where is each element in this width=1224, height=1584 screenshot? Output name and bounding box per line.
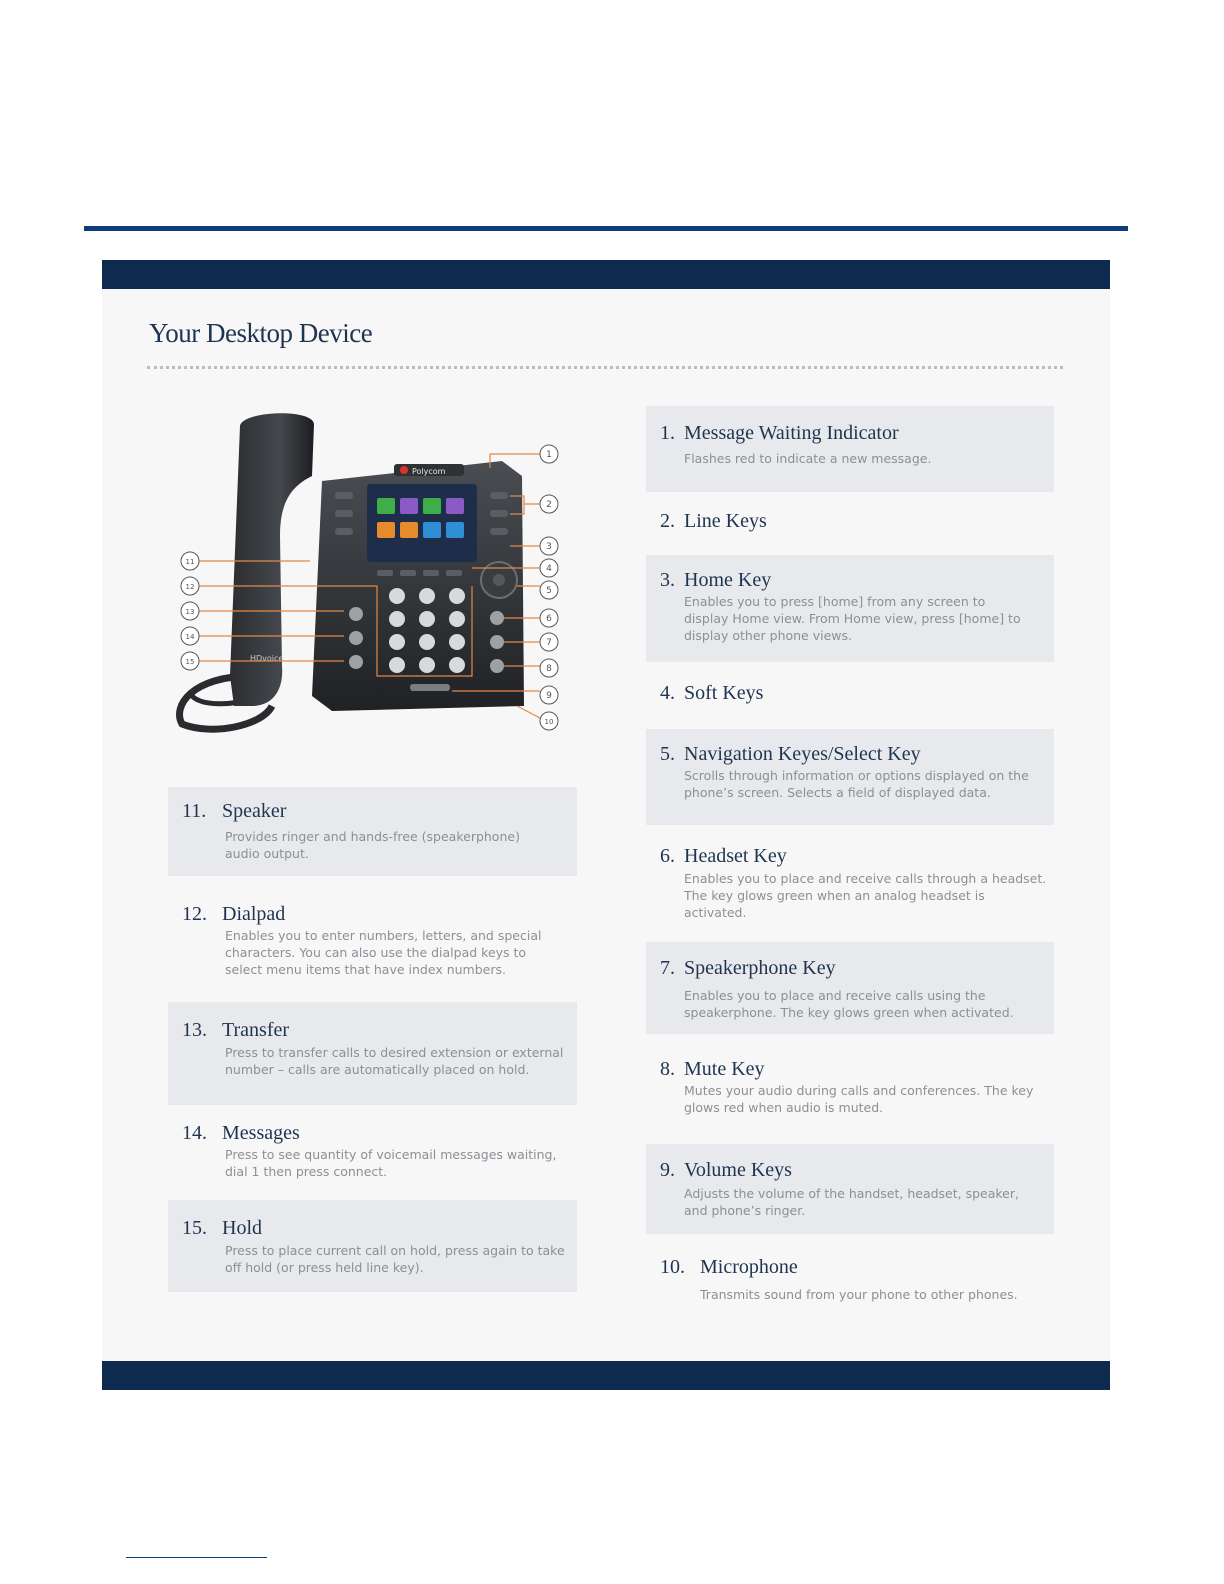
item-description: Adjusts the volume of the handset, headset, speaker, and phone’s ringer. [684, 1186, 1019, 1218]
svg-text:14: 14 [185, 633, 195, 641]
callout-12 [181, 577, 199, 595]
footer-rule [126, 1557, 267, 1558]
callout-5 [540, 581, 558, 599]
item-title: Message Waiting Indicator [684, 422, 899, 444]
item-speakerphone-key [646, 942, 1054, 1034]
handset-label: HDvoice [250, 654, 284, 663]
callout-7 [540, 633, 558, 651]
item-number: 5. [660, 743, 675, 765]
item-title: Microphone [700, 1256, 798, 1278]
desk-phone-illustration [172, 406, 572, 736]
item-dialpad [168, 887, 577, 987]
svg-text:12: 12 [185, 583, 195, 591]
header-rule [84, 226, 1128, 231]
item-description: Enables you to press [home] from any screen to display Home view. From Home view, press [home] to display other phone views. [684, 594, 1021, 643]
item-description: Mutes your audio during calls and conferences. The key glows red when audio is muted. [684, 1083, 1034, 1115]
svg-text:3: 3 [546, 542, 552, 552]
right-function-keys [490, 611, 504, 673]
item-number: 10. [660, 1256, 685, 1278]
bottom-band [102, 1361, 1110, 1390]
item-number: 3. [660, 569, 675, 591]
item-headset-key [646, 832, 1054, 932]
item-volume-keys [646, 1144, 1054, 1234]
item-navigation-select-key [646, 729, 1054, 825]
svg-text:5: 5 [546, 586, 552, 596]
callout-10 [540, 712, 558, 730]
page-title: Your Desktop Device [149, 318, 373, 348]
item-description: Press to place current call on hold, press again to take off hold (or press held line key). [225, 1243, 565, 1275]
callout-4 [540, 559, 558, 577]
item-title: Soft Keys [684, 682, 764, 704]
svg-text:1: 1 [546, 450, 552, 460]
item-number: 9. [660, 1159, 675, 1181]
item-description: Enables you to place and receive calls through a headset. The key glows green when an analog headset is activated. [684, 871, 1047, 920]
item-title: Headset Key [684, 845, 787, 867]
item-number: 8. [660, 1058, 675, 1080]
item-description: Provides ringer and hands-free (speakerphone) audio output. [225, 829, 520, 861]
item-number: 7. [660, 957, 675, 979]
item-number: 2. [660, 510, 675, 532]
item-title: Transfer [222, 1019, 290, 1041]
item-description: Flashes red to indicate a new message. [684, 451, 932, 466]
item-title: Speakerphone Key [684, 957, 836, 979]
callout-15 [181, 652, 199, 670]
device-guide-card [102, 260, 1110, 1390]
item-message-waiting-indicator [646, 406, 1054, 492]
callout-3 [540, 537, 558, 555]
left-function-keys [349, 607, 363, 669]
item-description: Press to see quantity of voicemail messages waiting, dial 1 then press connect. [225, 1147, 557, 1179]
svg-text:13: 13 [185, 608, 195, 616]
item-title: Speaker [222, 800, 287, 822]
item-title: Navigation Keyes/Select Key [684, 743, 921, 765]
svg-text:8: 8 [546, 664, 552, 674]
item-number: 1. [660, 422, 675, 444]
item-title: Messages [222, 1122, 300, 1144]
callout-2 [540, 495, 558, 513]
item-description: Press to transfer calls to desired extension or external number – calls are automatically placed on hold. [225, 1045, 564, 1077]
item-title: Hold [222, 1217, 262, 1239]
item-hold [168, 1200, 577, 1292]
item-description: Enables you to place and receive calls using the speakerphone. The key glows green when activated. [684, 988, 1014, 1020]
svg-text:10: 10 [544, 718, 554, 726]
item-title: Line Keys [684, 510, 767, 532]
brand-label: Polycom [412, 467, 446, 476]
item-number: 13. [182, 1019, 207, 1041]
callout-6 [540, 609, 558, 627]
callout-14 [181, 627, 199, 645]
item-microphone [646, 1242, 1054, 1312]
item-title: Dialpad [222, 903, 286, 925]
item-number: 14. [182, 1122, 207, 1144]
item-home-key [646, 555, 1054, 662]
item-line-keys [646, 498, 1054, 548]
item-title: Volume Keys [684, 1159, 792, 1181]
item-messages [168, 1112, 577, 1192]
svg-text:6: 6 [546, 614, 552, 624]
svg-text:11: 11 [185, 558, 195, 566]
volume-keys [410, 684, 450, 691]
callout-8 [540, 659, 558, 677]
svg-text:4: 4 [546, 564, 552, 574]
item-description: Scrolls through information or options displayed on the phone’s screen. Selects a field of displayed data. [684, 768, 1029, 800]
callout-11 [181, 552, 199, 570]
item-speaker [168, 787, 577, 876]
item-number: 11. [182, 800, 207, 822]
svg-text:7: 7 [546, 638, 552, 648]
callout-13 [181, 602, 199, 620]
dotted-divider [147, 366, 1063, 369]
item-soft-keys [646, 672, 1054, 722]
item-number: 12. [182, 903, 207, 925]
top-band [102, 260, 1110, 289]
item-mute-key [646, 1042, 1054, 1127]
item-number: 4. [660, 682, 675, 704]
item-title: Home Key [684, 569, 772, 591]
item-description: Transmits sound from your phone to other phones. [700, 1287, 1018, 1302]
callout-1 [540, 445, 558, 463]
svg-text:2: 2 [546, 500, 552, 510]
item-number: 6. [660, 845, 675, 867]
svg-text:9: 9 [546, 691, 552, 701]
item-number: 15. [182, 1217, 207, 1239]
item-title: Mute Key [684, 1058, 765, 1080]
item-transfer [168, 1002, 577, 1105]
item-description: Enables you to enter numbers, letters, and special characters. You can also use the dialpad keys to select menu items that have index numbers. [225, 928, 542, 977]
svg-text:15: 15 [185, 658, 195, 666]
callout-9 [540, 686, 558, 704]
